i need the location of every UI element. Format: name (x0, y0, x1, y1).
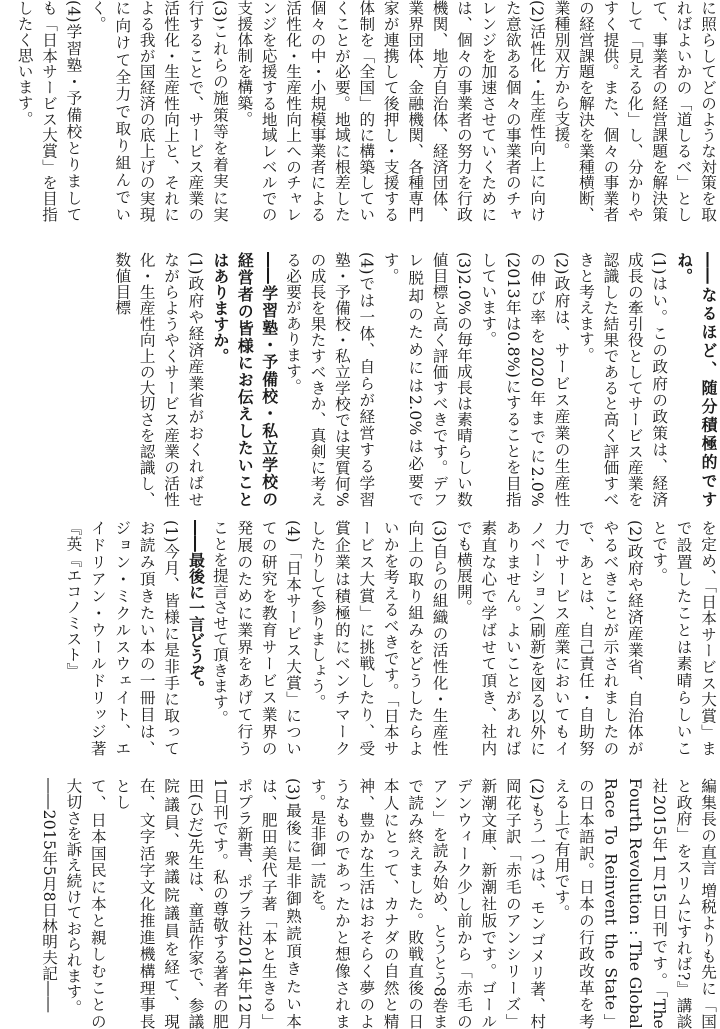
section-heading: ――なるほど、随分積極的ですね。 (674, 252, 718, 507)
text-band-3 (0, 520, 720, 756)
paragraph: て、日本国民に本と親しむことの大切さを訴え続けておられます。 (64, 778, 107, 1029)
paragraph: (1)政府や経済産業省がおくればせながらようやくサービス産業の活性化・生産性向上の大切さを認識し、数値目標 (113, 252, 205, 507)
text-band-2 (0, 252, 720, 507)
paragraph: 編集長の直言 増税よりも先に「国と政府」をスリムにすれば?』講談社2015年1月15日刊です。「The Fourth Revolution : The Global Race To Reinvent the State」の日本語訳。日本の行政改革を考える上で有用です。 (552, 778, 717, 1029)
section-heading: ――最後に一言どうぞ。 (186, 520, 206, 696)
text-band-1 (0, 0, 720, 222)
section-heading: ――学習塾・予備校・私立学校の経営者の皆様にお伝えしたいことはありますか。 (210, 252, 279, 507)
paragraph: (3)これらの施策等を着実に実行することで、サービス産業の活性化・生産性向上と、それによる我が国経済の底上げの実現に向けて全力で取り組んでいく。 (88, 0, 229, 222)
paragraph: (4)学習塾・予備校とりましても「日本サービス大賞」を目指したく思います。 (15, 0, 83, 222)
paragraph: (3)自らの組織の活性化・生産性向上の取り組みをどうしたらよいかを考えるべきです。「日本サービス大賞」に挑戦したり、受賞企業は積極的にベンチマークしたりして参りましょう。 (308, 520, 449, 756)
paragraph: (2)政府や経済産業省、自治体がやるべきことが示されましたので、あとは、自己責任・自助努力でサービス産業においてもイノベーション(刷新)を図る以外にありません。よいことがあれば素直な心で学ばせて頂き、社内でも横展開。 (454, 520, 644, 756)
paragraph: (4)「日本サービス大賞」についての研究を教育サービス業界の発展のために業界をあげて行うことを提言させて頂きます。 (210, 520, 303, 756)
paragraph: に照らしてどのような対策を取ればよいかの「道しるべ」として、事業者の経営課題を解決策して「見える化」し、分かりやすく提供。また、個々の事業者の経営課題を解決を業種横断、業種別双方から支援。 (552, 0, 717, 222)
paragraph: (2)もう一つは、モンゴメリ著、村岡花子訳「赤毛のアンシリーズ」新潮文庫、新潮社版です。ゴールデンウィーク少し前から「赤毛のアン」を読み始め、とうとう8巻まで読み終えました。敗戦直後の日本人にとって、カナダの自然と精神、豊かな生活はおそらく夢のようなものであったかと想像されます。是非御一読を。 (308, 778, 547, 1029)
paragraph: (2)政府は、サービス産業の生産性の伸び率を2020年までに2.0%(2013年は0.8%)にすることを目指しています。 (479, 252, 571, 507)
paragraph: (1)今月、皆様に是非手に取ってお読み頂きたい本の一冊目は、ジョン・ミクルスウェイト、エイドリアン・ウールドリッジ著『英『エコノミスト』 (64, 520, 181, 756)
paragraph: (2)活性化・生産性向上に向けた意欲ある個々の事業者のチャレンジを加速させていくためには、個々の事業者の努力を行政機関、地方自治体、経済団体、業界団体、金融機関、各種専門家が連携して後押し・支援する体制を「全国」的に構築していくことが必要。地域に根差した個々の中・小規模事業者による活性化・生産性向上へのチャレンジを応援する地域レベルでの支援体制を構築。 (235, 0, 547, 222)
paragraph: (3)2.0%の毎年成長は素晴らしい数値目標と高く評価すべきです。デフレ脱却のためには2.0%は必要です。 (381, 252, 473, 507)
paragraph: (4)では一体、自らが経営する学習塾・予備校・私立学校では実質何%の成長を果たすべきか、真剣に考える必要があります。 (284, 252, 376, 507)
paragraph: ――2015年5月8日林明夫記―― (40, 778, 59, 1013)
paragraph: (3)最後に是非御熟読頂きたい本は、肥田美代子著「本と生きる」ポプラ新書、ポプラ社2014年12月1日刊です。私の尊敬する著者の肥田(ひだ)先生は、童話作家で、参議院議員、衆議院議員を経て、現在、文字活字文化推進機構理事長とし (113, 778, 303, 1029)
text-band-4 (0, 778, 720, 1029)
paragraph: を定め、「日本サービス大賞」まで設置したことは素晴らしいことです。 (650, 520, 717, 756)
paragraph: (1)はい。この政府の政策は、経済成長の牽引役としてサービス産業を認識した結果であると高く評価すべきと考えます。 (576, 252, 669, 507)
